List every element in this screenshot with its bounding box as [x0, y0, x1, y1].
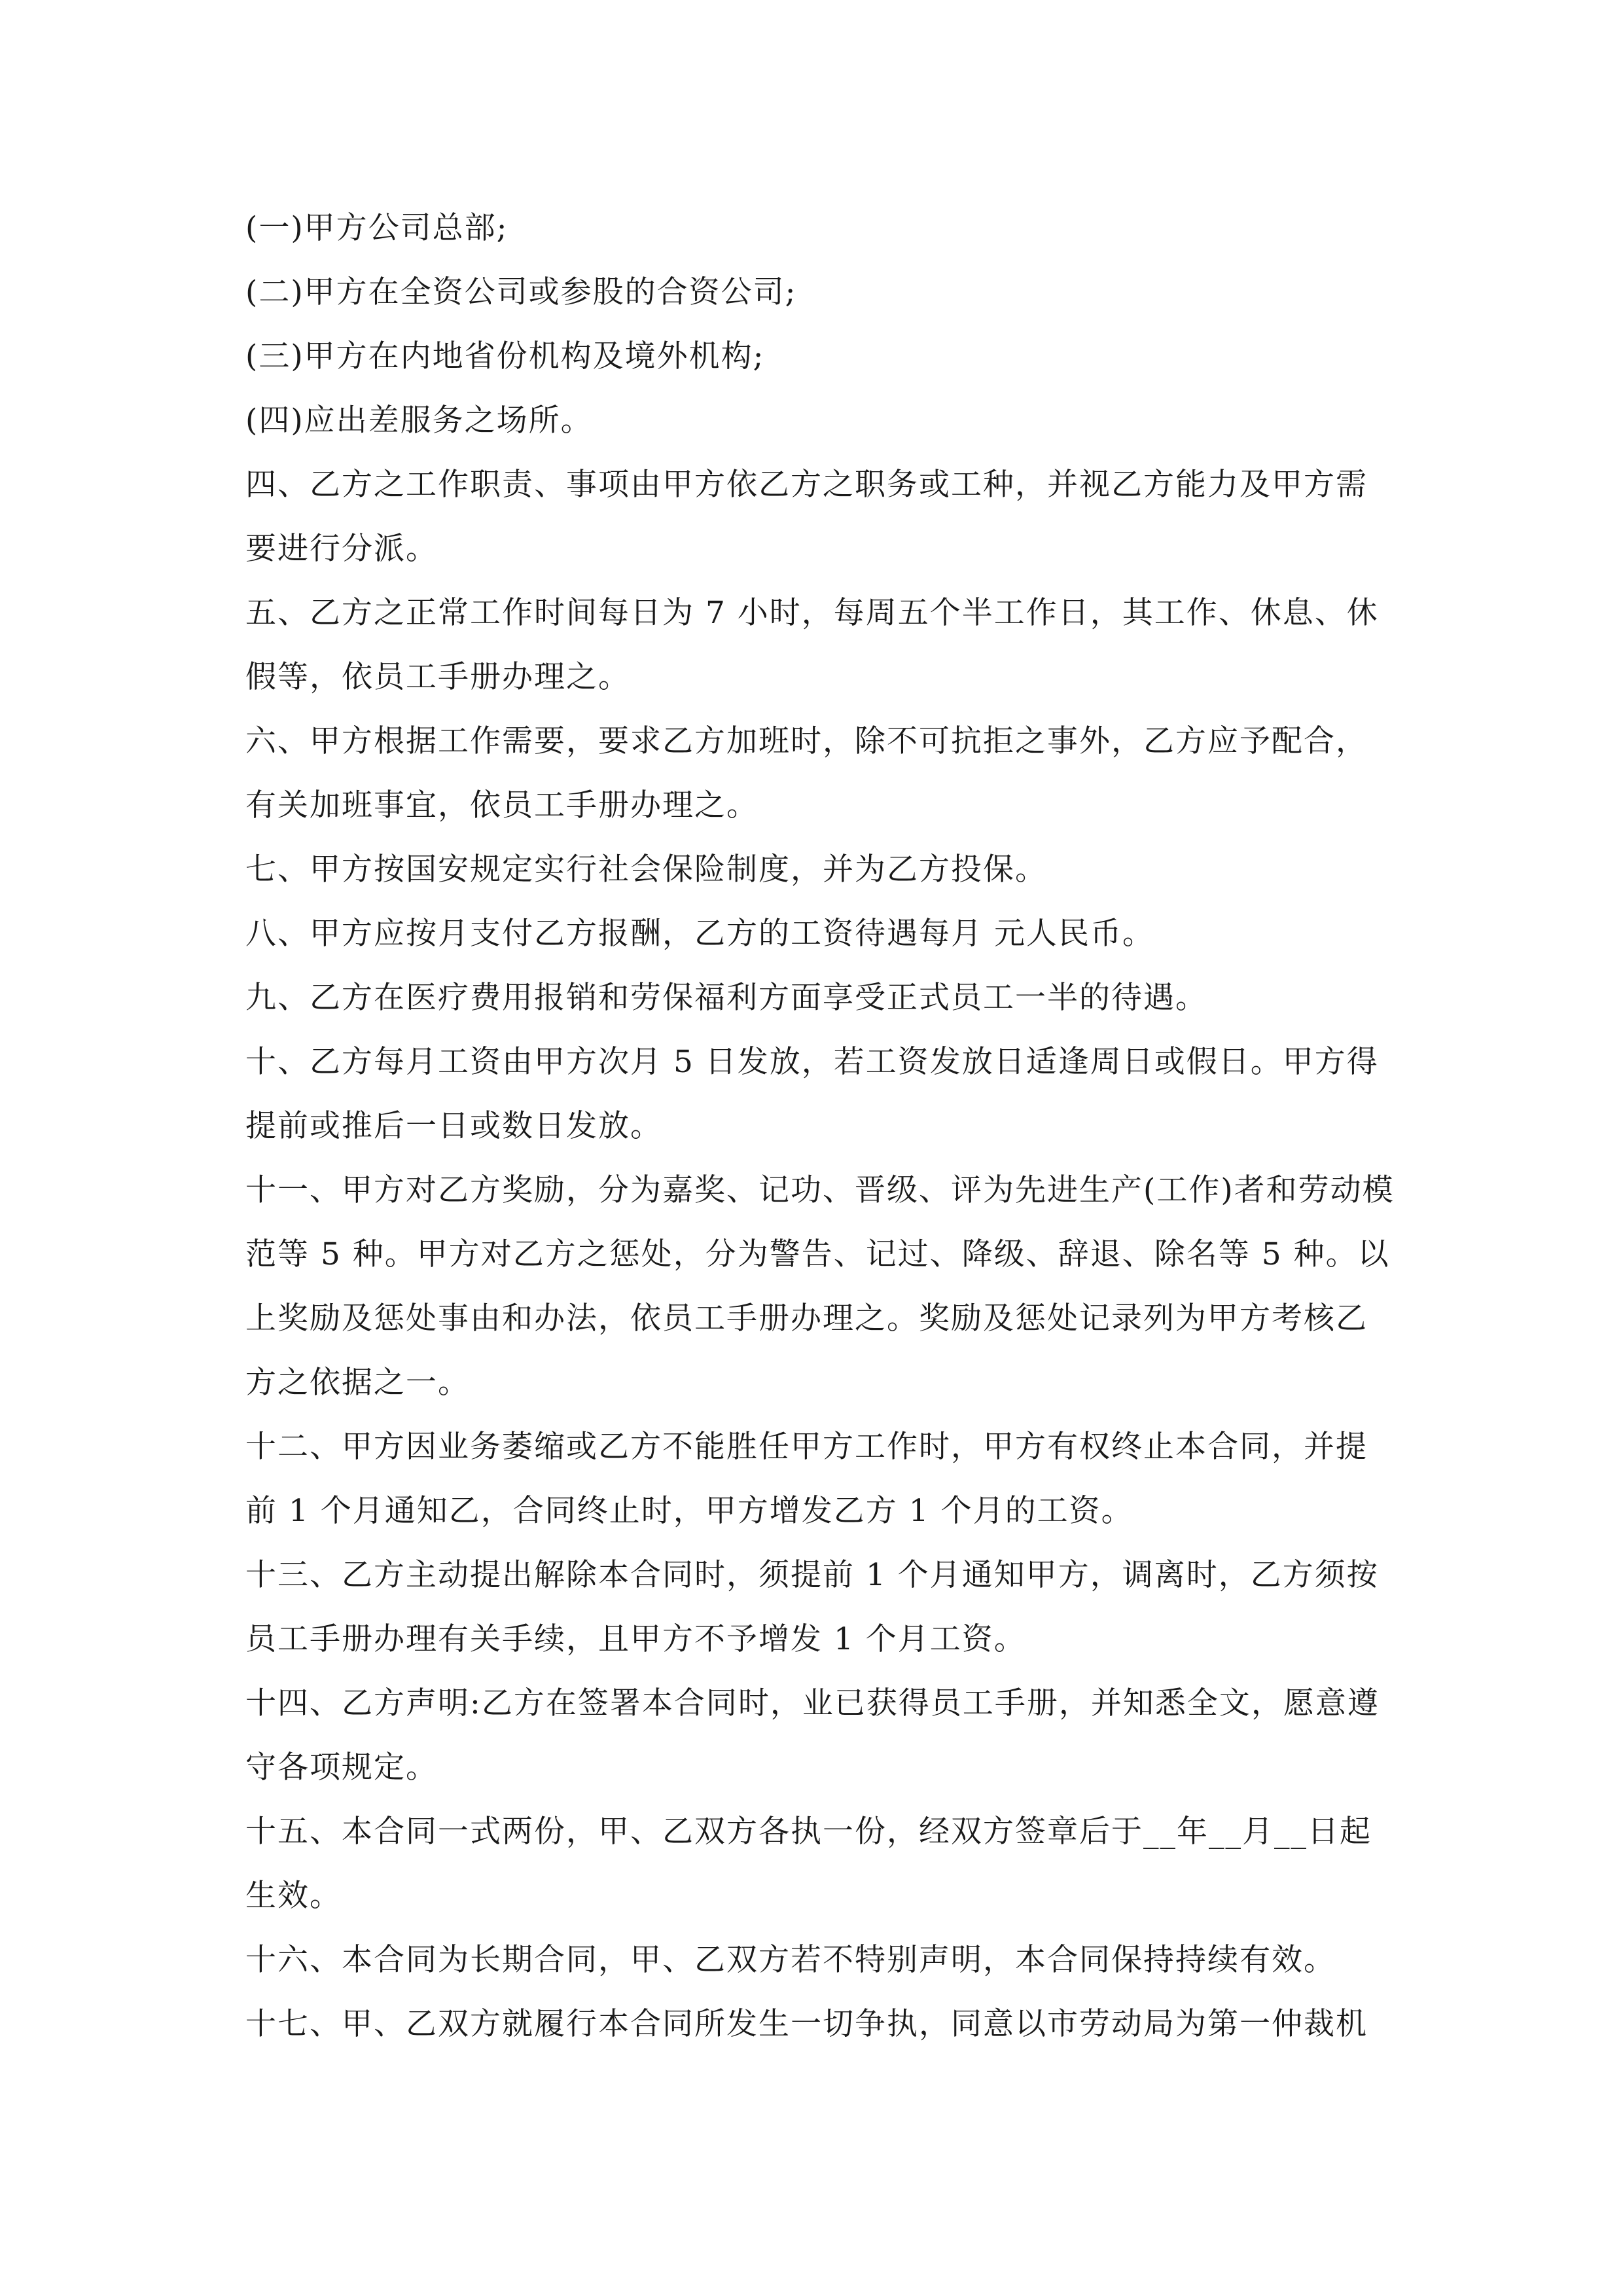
clause-11-rewards-penalties: 十一、甲方对乙方奖励，分为嘉奖、记功、晋级、评为先进生产(工作)者和劳动模范等 5 种。甲方对乙方之惩处，分为警告、记过、降级、辞退、除名等 5 种。以上奖励及惩处事由和办法，依员工手册办理之。奖励及惩处记录列为甲方考核乙方之依据之一。	[245, 1172, 1395, 1401]
clause-location-4: (四)应出差服务之场所。	[245, 403, 593, 439]
clause-location-2: (二)甲方在全资公司或参股的合资公司;	[245, 274, 797, 310]
clause-6-overtime: 六、甲方根据工作需要，要求乙方加班时，除不可抗拒之事外，乙方应予配合，有关加班事宜，依员工手册办理之。	[245, 723, 1368, 823]
clause-14-declaration: 十四、乙方声明:乙方在签署本合同时，业已获得员工手册，并知悉全文，愿意遵守各项规定。	[245, 1685, 1380, 1785]
clause-13-resignation: 十三、乙方主动提出解除本合同时，须提前 1 个月通知甲方，调离时，乙方须按员工手册办理有关手续，且甲方不予增发 1 个月工资。	[245, 1557, 1379, 1657]
clause-10-payday: 十、乙方每月工资由甲方次月 5 日发放，若工资发放日适逢周日或假日。甲方得提前或推后一日或数日发放。	[245, 1044, 1379, 1144]
clause-12-termination-by-employer: 十二、甲方因业务萎缩或乙方不能胜任甲方工作时，甲方有权终止本合同，并提前 1 个月通知乙，合同终止时，甲方增发乙方 1 个月的工资。	[245, 1429, 1368, 1529]
clause-9-benefits: 九、乙方在医疗费用报销和劳保福利方面享受正式员工一半的待遇。	[245, 980, 1207, 1016]
clause-7-social-insurance: 七、甲方按国安规定实行社会保险制度，并为乙方投保。	[245, 852, 1047, 888]
clause-17-disputes: 十七、甲、乙双方就履行本合同所发生一切争执，同意以市劳动局为第一仲裁机	[245, 2006, 1368, 2042]
clause-location-1: (一)甲方公司总部;	[245, 210, 508, 246]
clause-5-working-hours: 五、乙方之正常工作时间每日为 7 小时，每周五个半工作日，其工作、休息、休假等，依员工手册办理之。	[245, 595, 1379, 695]
contract-body	[245, 196, 1397, 2056]
clause-16-term: 十六、本合同为长期合同，甲、乙双方若不特别声明，本合同保持持续有效。	[245, 1942, 1336, 1978]
clause-4-duties: 四、乙方之工作职责、事项由甲方依乙方之职务或工种，并视乙方能力及甲方需要进行分派。	[245, 467, 1368, 567]
clause-8-salary: 八、甲方应按月支付乙方报酬，乙方的工资待遇每月 元人民币。	[245, 916, 1154, 952]
clause-15-copies-effective-date: 十五、本合同一式两份，甲、乙双方各执一份，经双方签章后于__年__月__日起生效。	[245, 1814, 1372, 1914]
clause-location-3: (三)甲方在内地省份机构及境外机构;	[245, 338, 765, 374]
